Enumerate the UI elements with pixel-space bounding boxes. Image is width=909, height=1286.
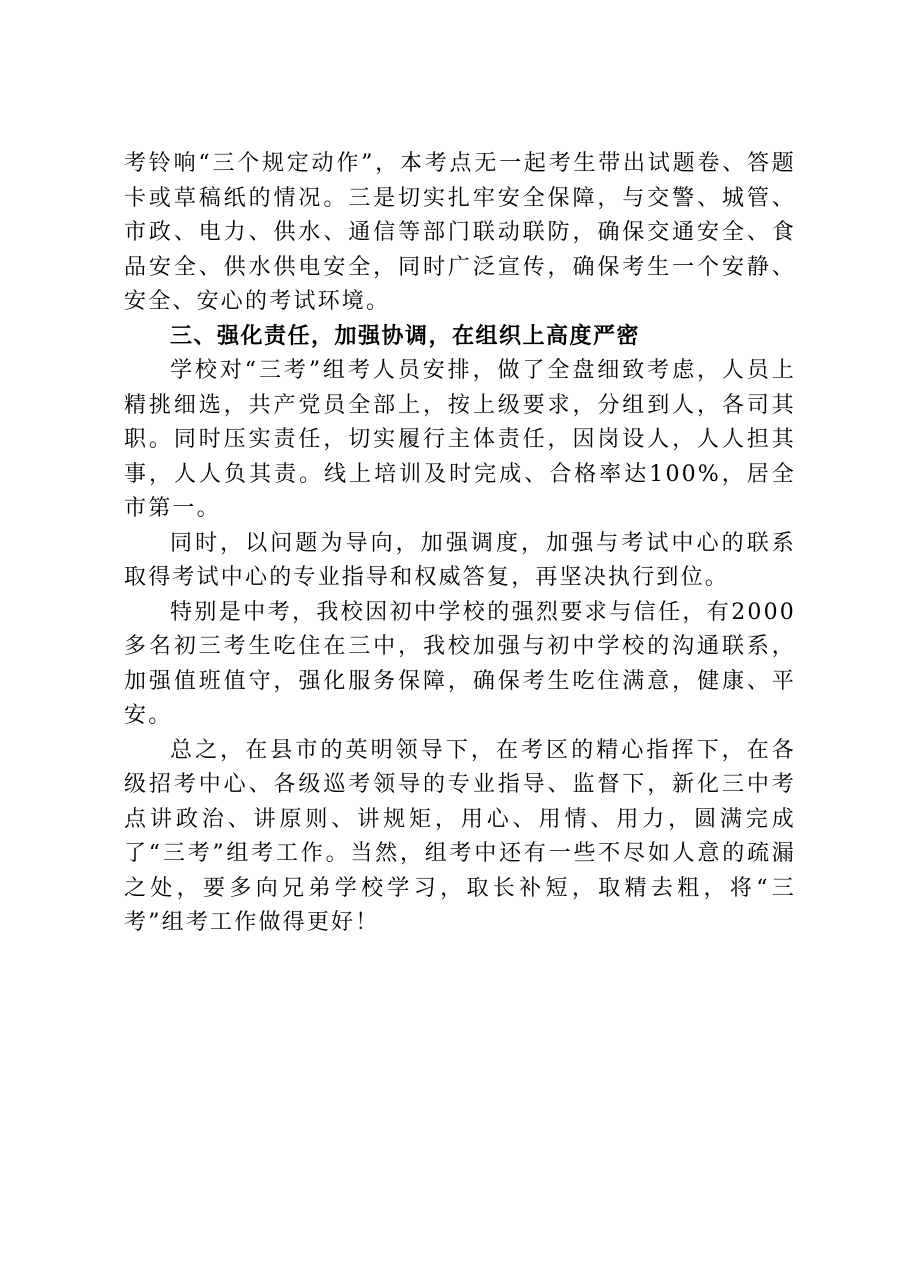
section-heading-3: 三、强化责任，加强协调，在组织上高度严密 (170, 323, 641, 349)
paragraph-zhongkao: 特别是中考，我校因初中学校的强烈要求与信任，有2000多名初三考生吃住在三中，我校加强与初中学校的沟通联系，加强值班值守，强化服务保障，确保考生吃住满意，健康、平安。 (124, 599, 796, 728)
paragraph-coordination: 同时，以问题为导向，加强调度，加强与考试中心的联系取得考试中心的专业指导和权威答复，再坚决执行到位。 (124, 530, 796, 590)
document-page (124, 147, 796, 941)
paragraph-conclusion: 总之，在县市的英明领导下，在考区的精心指挥下，在各级招考中心、各级巡考领导的专业指导、监督下，新化三中考点讲政治、讲原则、讲规矩，用心、用情、用力，圆满完成了“三考”组考工作。当然，组考中还有一些不尽如人意的疏漏之处，要多向兄弟学校学习，取长补短，取精去粗，将“三考”组考工作做得更好！ (124, 737, 796, 935)
paragraph-staffing: 学校对“三考”组考人员安排，做了全盘细致考虑，人员上精挑细选，共产党员全部上，按上级要求，分组到人，各司其职。同时压实责任，切实履行主体责任，因岗设人，人人担其事，人人负其责。线上培训及时完成、合格率达100%，居全市第一。 (124, 358, 796, 521)
paragraph-continuation: 考铃响“三个规定动作”，本考点无一起考生带出试题卷、答题卡或草稿纸的情况。三是切实扎牢安全保障，与交警、城管、市政、电力、供水、通信等部门联动联防，确保交通安全、食品安全、供水供电安全，同时广泛宣传，确保考生一个安静、安全、安心的考试环境。 (124, 151, 796, 314)
